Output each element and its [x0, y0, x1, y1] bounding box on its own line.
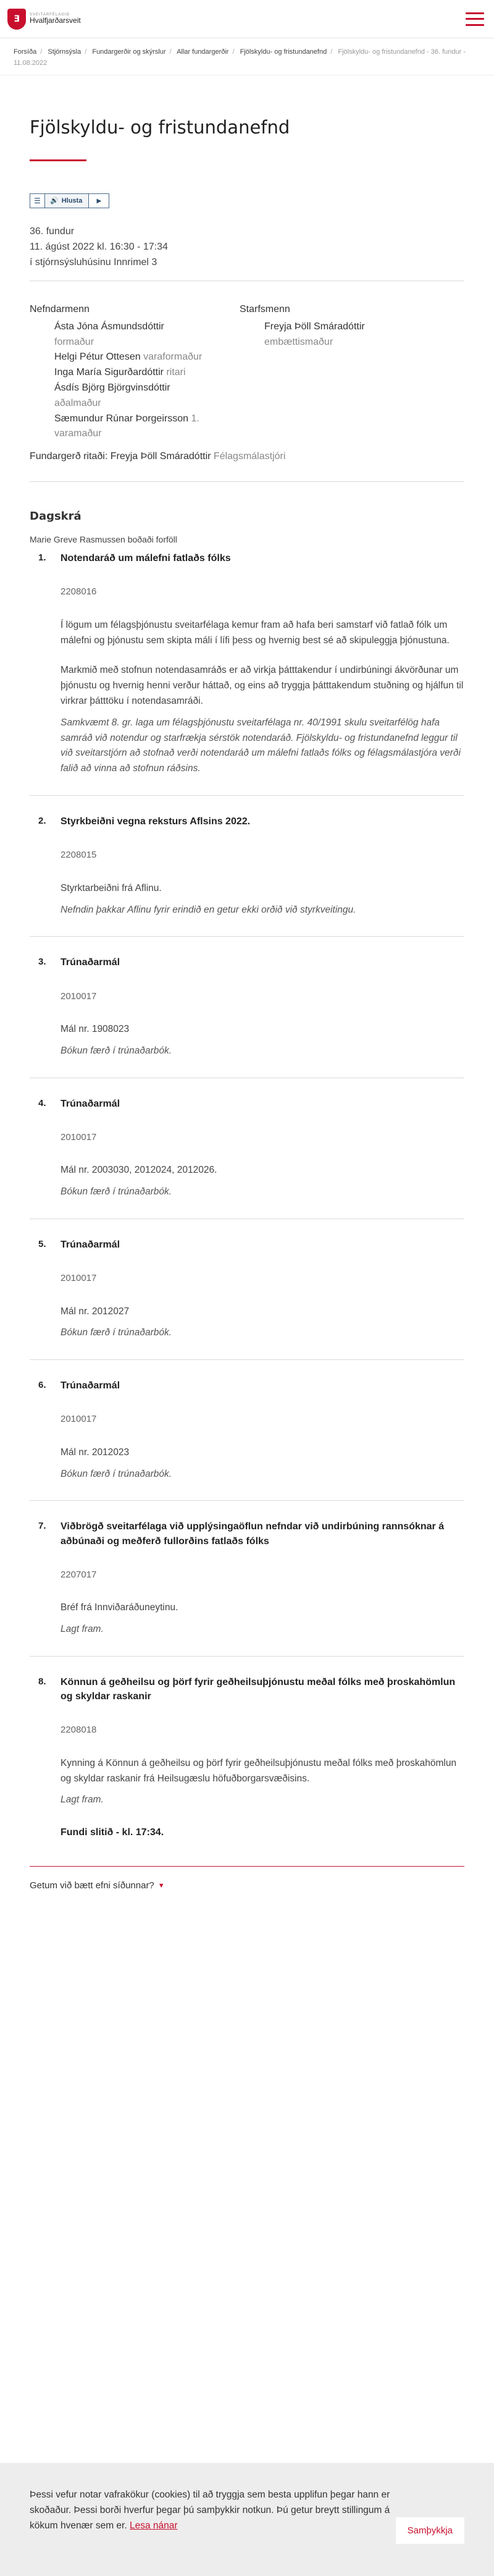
agenda-item	[30, 814, 464, 937]
decision	[61, 1325, 464, 1341]
item-number: 8.	[38, 1676, 46, 1687]
meeting-meta	[30, 224, 464, 270]
agenda-item	[30, 1379, 464, 1501]
item-number: 1.	[38, 552, 46, 564]
logo-name: Hvalfjarðarsveit	[30, 16, 81, 25]
member-role: aðalmaður	[54, 397, 101, 408]
item-title: Trúnaðarmál	[61, 1098, 120, 1109]
listen-label: Hlusta	[61, 197, 83, 205]
meeting-adjourned: Fundi slitið - kl. 17:34.	[61, 1827, 164, 1838]
divider	[30, 481, 464, 482]
item-title: Könnun á geðheilsu og þörf fyrir geðheilsuþjónustu meðal fólks með þroskahömlun og skyldar raskanir	[61, 1676, 456, 1702]
case-number: 2208016	[61, 586, 97, 598]
item-number: 6.	[38, 1380, 46, 1391]
committee-members	[30, 302, 240, 442]
breadcrumb-current: Fjölskyldu- og fristundanefnd - 36. fundur - 11.08.2022	[14, 48, 466, 67]
chevron-down-icon: ▼	[157, 1882, 165, 1890]
item-body	[61, 1600, 464, 1637]
cookie-read-more-link[interactable]: Lesa nánar	[129, 2520, 178, 2531]
decision	[61, 716, 464, 777]
recorder-name: Freyja Þöll Smáradóttir	[110, 451, 211, 462]
member	[54, 350, 240, 365]
member	[54, 381, 240, 412]
agenda-title: Dagskrá	[30, 510, 82, 523]
decision	[61, 1622, 464, 1637]
decision-text: Bókun færð í trúnaðarbók.	[61, 1186, 172, 1197]
speaker-icon: 🔊	[50, 197, 59, 205]
item-body	[61, 881, 464, 918]
item-number: 7.	[38, 1521, 46, 1532]
cookie-accept-button[interactable]: Samþykkja	[396, 2517, 464, 2544]
decision	[61, 1185, 464, 1200]
agenda-item	[30, 955, 464, 1078]
feedback-label: Getum við bætt efni síðunnar?	[30, 1880, 154, 1891]
agenda-item	[30, 1097, 464, 1219]
logo-tagline: SVEITARFÉLAGIÐ	[30, 12, 70, 17]
breadcrumb-link[interactable]: Fundargerðir og skýrslur	[92, 48, 166, 56]
feedback-toggle[interactable]	[30, 1879, 165, 1893]
member	[54, 412, 240, 442]
agenda-item	[30, 551, 464, 796]
absence-note: Marie Greve Rasmussen boðaði forföll	[30, 534, 177, 545]
decision	[61, 1467, 464, 1482]
member	[54, 319, 240, 350]
item-body	[61, 1445, 464, 1482]
staff-role: embættismaður	[264, 336, 333, 347]
decision-text: Bókun færð í trúnaðarbók.	[61, 1327, 172, 1338]
case-number: 2208015	[61, 850, 97, 861]
breadcrumb	[0, 38, 494, 75]
item-paragraph: Mál nr. 2012023	[61, 1446, 130, 1458]
decision-text: Samkvæmt 8. gr. laga um félagsþjónustu sveitarfélaga nr. 40/1991 skulu sveitarfélög hafa samráð við notendur og starfrækja sérstök notendaráð. Fjölskyldu- og fristundanefnd leggur til við sveitarstjórn að stofnað verði notendaráð um málefni fatlaðs fólks og félagsmálastjóra verði falið að vinna að stofnun ráðsins.	[61, 717, 461, 774]
case-number: 2208018	[61, 1725, 97, 1736]
member-role: varaformaður	[143, 352, 203, 363]
member-name: Helgi Pétur Ottesen	[54, 352, 141, 363]
member-role: 1. varamaður	[54, 413, 199, 439]
recorder-label: Fundargerð ritaði:	[30, 451, 108, 462]
item-number: 4.	[38, 1097, 46, 1109]
breadcrumb-link[interactable]: Fjölskyldu- og fristundanefnd	[240, 48, 327, 56]
item-title: Viðbrögð sveitarfélaga við upplýsingaöflun nefndar við undirbúning rannsóknar á aðbúnaði og meðferð fullorðins fatlaðs fólks	[61, 1521, 445, 1547]
decision	[61, 903, 464, 918]
item-paragraph: Í lögum um félagsþjónustu sveitarfélaga kemur fram að hafa beri samstarf við fatlað fólk um málefni og þjónustu sem skipta máli í lífi þess og hvernig best sé að skipuleggja þjónustuna.	[61, 619, 450, 646]
decision	[61, 1044, 464, 1059]
agenda-list	[30, 551, 464, 1808]
play-icon[interactable]: ▶	[96, 197, 102, 205]
item-title: Trúnaðarmál	[61, 957, 120, 968]
case-number: 2010017	[61, 1273, 97, 1284]
item-title: Trúnaðarmál	[61, 1380, 120, 1391]
logo-text	[30, 13, 81, 25]
page-title: Fjölskyldu- og fristundanefnd	[30, 117, 290, 138]
breadcrumb-link[interactable]: Forsíða	[14, 48, 37, 56]
item-body	[61, 1163, 464, 1200]
member	[54, 365, 240, 381]
item-body	[61, 1304, 464, 1341]
case-number: 2207017	[61, 1569, 97, 1580]
breadcrumb-separator: /	[330, 48, 333, 56]
members-heading: Nefndarmenn	[30, 303, 90, 315]
member-name: Ásdís Björg Björgvinsdóttir	[54, 382, 170, 394]
member-name: Inga María Sigurðardóttir	[54, 367, 164, 378]
decision-text: Bókun færð í trúnaðarbók.	[61, 1045, 172, 1056]
item-paragraph: Kynning á Könnun á geðheilsu og þörf fyrir geðheilsuþjónustu meðal fólks með þroskahömlun og skyldar raskanir frá Heilsugæslu höfuðborgarsvæðisins.	[61, 1757, 457, 1784]
staff-member	[264, 319, 450, 350]
staff-name: Freyja Þöll Smáradóttir	[264, 321, 365, 332]
decision-text: Lagt fram.	[61, 1794, 104, 1805]
breadcrumb-separator: /	[85, 48, 87, 56]
item-paragraph: Styrktarbeiðni frá Aflinu.	[61, 882, 162, 893]
title-underline	[30, 159, 86, 161]
item-paragraph: Markmið með stofnun notendasamráðs er að virkja þátttakendur í undirbúningi ákvörðunar um þjónustu og hvernig henni verður háttað, og eins að tryggja þátttakendum stuðning og hjálfun til virkrar þátttöku í notendasamráði.	[61, 665, 464, 707]
case-number: 2010017	[61, 1131, 97, 1142]
member-role: ritari	[166, 367, 186, 378]
breadcrumb-link[interactable]: Stjórnsýsla	[48, 48, 82, 56]
breadcrumb-link[interactable]: Allar fundargerðir	[177, 48, 229, 56]
cookie-message: Þessi vefur notar vafrakökur (cookies) til að tryggja sem besta upplifun þegar hann er skoðaður. Þessi borði hverfur þegar þú samþykkir notkun. Þú getur breytt stillingum á kökum hvenær sem er.	[30, 2489, 390, 2531]
cookie-text	[30, 2488, 394, 2533]
main-content	[0, 116, 494, 1893]
item-paragraph: Mál nr. 1908023	[61, 1024, 130, 1035]
meeting-time: 11. ágúst 2022 kl. 16:30 - 17:34	[30, 242, 168, 253]
site-logo[interactable]	[7, 9, 81, 30]
recorder-role: Félagsmálastjóri	[213, 451, 286, 462]
divider	[30, 1866, 464, 1867]
meeting-place: í stjórnsýsluhúsinu Innrimel 3	[30, 257, 157, 268]
logo-emblem: Ǝ	[7, 9, 26, 30]
item-body	[61, 1022, 464, 1059]
listen-menu-icon[interactable]: ☰	[30, 194, 45, 208]
attendees	[30, 302, 464, 442]
member-role: formaður	[54, 336, 94, 347]
member-name: Ásta Jóna Ásmundsdóttir	[54, 321, 164, 332]
decision-text: Lagt fram.	[61, 1624, 104, 1635]
decision	[61, 1793, 464, 1808]
item-number: 2.	[38, 816, 46, 827]
item-paragraph: Mál nr. 2012027	[61, 1306, 130, 1317]
item-title: Notendaráð um málefni fatlaðs fólks	[61, 553, 231, 564]
decision-text: Bókun færð í trúnaðarbók.	[61, 1468, 172, 1479]
item-number: 5.	[38, 1238, 46, 1249]
breadcrumb-separator: /	[232, 48, 235, 56]
minutes-recorder	[30, 449, 464, 464]
meeting-number: 36. fundur	[30, 226, 75, 237]
item-number: 3.	[38, 956, 46, 968]
site-header	[0, 0, 494, 38]
decision-text: Nefndin þakkar Aflinu fyrir erindið en getur ekki orðið við styrkveitingu.	[61, 904, 356, 915]
staff-heading: Starfsmenn	[240, 303, 290, 315]
item-title: Trúnaðarmál	[61, 1239, 120, 1250]
item-title: Styrkbeiðni vegna reksturs Aflsins 2022.	[61, 816, 251, 827]
case-number: 2010017	[61, 990, 97, 1002]
breadcrumb-separator: /	[40, 48, 43, 56]
breadcrumb-separator: /	[169, 48, 172, 56]
staff-members	[240, 302, 450, 442]
item-paragraph: Bréf frá Innviðaráðuneytinu.	[61, 1602, 178, 1613]
listen-button[interactable]	[45, 194, 89, 208]
case-number: 2010017	[61, 1414, 97, 1425]
hamburger-icon[interactable]	[466, 12, 484, 26]
member-name: Sæmundur Rúnar Þorgeirsson	[54, 413, 188, 424]
agenda-item	[30, 1675, 464, 1808]
item-paragraph: Mál nr. 2003030, 2012024, 2012026.	[61, 1165, 217, 1176]
agenda-item	[30, 1519, 464, 1656]
agenda-item	[30, 1238, 464, 1360]
item-body	[61, 618, 464, 777]
listen-player	[30, 193, 109, 208]
item-body	[61, 1756, 464, 1808]
cookie-banner	[0, 2463, 494, 2576]
